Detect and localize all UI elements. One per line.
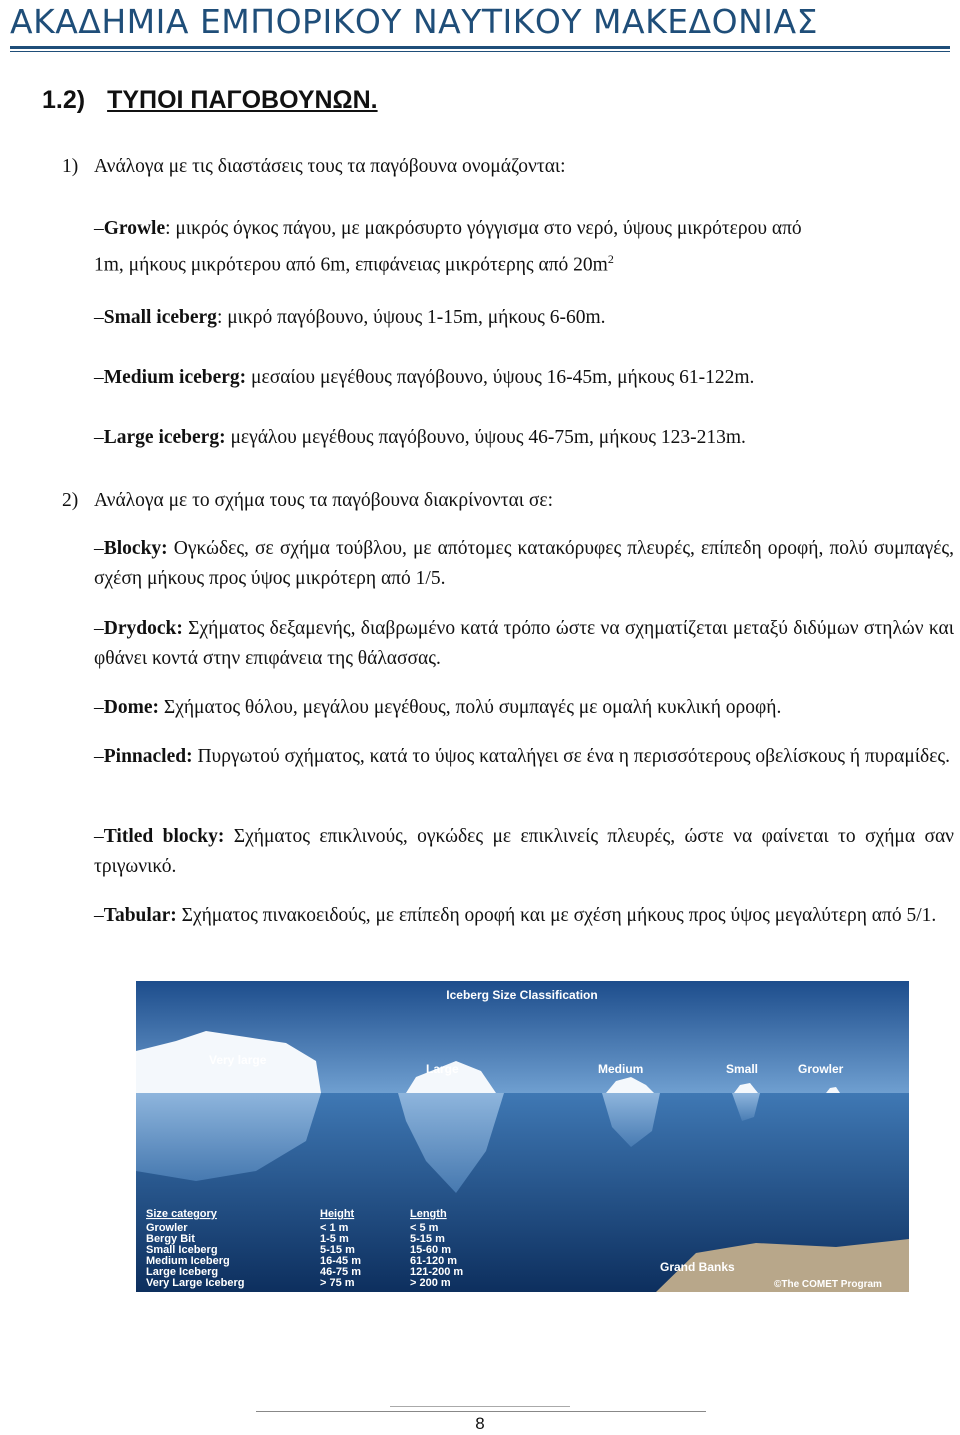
table-cell: > 75 m <box>320 1277 355 1289</box>
label-growler: Growler <box>798 1062 844 1076</box>
table-cell: Small Iceberg <box>146 1244 218 1256</box>
titled-term: Titled blocky: <box>103 826 225 847</box>
medium-text: μεσαίου μεγέθους παγόβουνο, ύψους 16-45m, μήκους 61-122m. <box>246 367 755 388</box>
header-rule-thin <box>10 51 950 52</box>
table-cell: < 1 m <box>320 1222 349 1234</box>
growler-text-1: : μικρός όγκος πάγου, με μακρόσυρτο γόγγισμα στο νερό, ύψους μικρότερου από <box>165 218 802 239</box>
drydock-definition: –Drydock: Σχήματος δεξαμενής, διαβρωμένο κατά τρόπο ώστε να σχηματίζεται μεταξύ διδύμων στηλών και φθάνει κοντά στην επιφάνεια της θάλασσας. <box>94 618 954 669</box>
dome-term: Dome: <box>103 697 159 718</box>
medium-iceberg-definition: –Medium iceberg: μεσαίου μεγέθους παγόβουνο, ύψους 16-45m, μήκους 61-122m. <box>94 367 755 388</box>
tabular-definition: –Tabular: Σχήματος πινακοειδούς, με επίπεδη οροφή και με σχέση μήκους προς ύψος μεγαλύτερη από 5/1. <box>94 905 937 926</box>
blocky-text: Ογκώδες, σε σχήμα τούβλου, με απότομες κατακόρυφες πλευρές, επίπεδη οροφή, πολύ συμπαγές, σχέση μήκους προς ύψος μικρότερη από 1/5. <box>94 538 954 589</box>
dome-definition: –Dome: Σχήματος θόλου, μεγάλου μεγέθους, πολύ συμπαγές με ομαλή κυκλική οροφή. <box>94 697 782 718</box>
small-text: : μικρό παγόβουνο, ύψους 1-15m, μήκους 6-60m. <box>216 307 606 328</box>
growler-definition-cont <box>94 244 954 281</box>
table-cell: 61-120 m <box>410 1255 458 1267</box>
small-iceberg-definition: –Small iceberg: μικρό παγόβουνο, ύψους 1-15m, μήκους 6-60m. <box>94 307 606 328</box>
table-cell: 121-200 m <box>410 1266 464 1278</box>
credit-label: ©The COMET Program <box>774 1279 882 1290</box>
label-large: Large <box>426 1062 459 1076</box>
table-cell: < 5 m <box>410 1222 439 1234</box>
blocky-definition: –Blocky: Ογκώδες, σε σχήμα τούβλου, με απότομες κατακόρυφες πλευρές, επίπεδη οροφή, πολύ συμπαγές, σχέση μήκους προς ύψος μικρότερη από 1/5. <box>94 538 954 589</box>
grand-banks-label: Grand Banks <box>660 1260 735 1274</box>
label-small: Small <box>726 1062 759 1076</box>
table-cell: 46-75 m <box>320 1266 361 1278</box>
table-cell: 5-15 m <box>320 1244 355 1256</box>
institution-title: ΑΚΑΔΗΜΙΑ ΕΜΠΟΡΙΚΟΥ ΝΑΥΤΙΚΟΥ ΜΑΚΕΔΟΝΙΑΣ <box>10 2 818 41</box>
growler-term: Growle <box>103 218 166 239</box>
blocky-term: Blocky: <box>103 538 168 559</box>
growler-text-2: 1m, μήκους μικρότερου από 6m, επιφάνειας μικρότερης από 20m <box>94 254 608 276</box>
dome-text: Σχήματος θόλου, μεγάλου μεγέθους, πολύ συμπαγές με ομαλή κυκλική οροφή. <box>158 697 782 718</box>
table-header-category: Size category <box>146 1208 217 1220</box>
section-heading <box>42 86 378 115</box>
titled-text: Σχήματος επικλινούς, ογκώδες με επικλινείς πλευρές, ώστε να φαίνεται το σχήμα σαν τριγωνικό. <box>94 826 954 877</box>
footer-rule <box>256 1411 706 1412</box>
header-rule <box>10 46 950 49</box>
table-cell: 15-60 m <box>410 1244 451 1256</box>
table-cell: 1-5 m <box>320 1233 349 1245</box>
large-text: μεγάλου μεγέθους παγόβουνο, ύψους 46-75m, μήκους 123-213m. <box>225 427 746 448</box>
table-cell: Growler <box>146 1222 188 1234</box>
growler-definition: –Growle: μικρός όγκος πάγου, με μακρόσυρτο γόγγισμα στο νερό, ύψους μικρότερου από <box>94 218 802 239</box>
table-cell: Bergy Bit <box>146 1233 195 1245</box>
medium-term: Medium iceberg: <box>103 367 247 388</box>
titled-blocky-definition: –Titled blocky: Σχήματος επικλινούς, ογκώδες με επικλινείς πλευρές, ώστε να φαίνεται το σχήμα σαν τριγωνικό. <box>94 826 954 877</box>
table-cell: 5-15 m <box>410 1233 445 1245</box>
label-very-large: Very large <box>209 1053 267 1067</box>
part1-intro: Ανάλογα με τις διαστάσεις τους τα παγόβουνα ονομάζονται: <box>94 156 566 177</box>
figure-title: Iceberg Size Classification <box>446 988 598 1002</box>
list-number-1: 1) <box>62 156 79 177</box>
table-cell: Large Iceberg <box>146 1266 219 1278</box>
page-header <box>10 0 950 44</box>
pinnacled-text: Πυργωτού σχήματος, κατά το ύψος καταλήγει σε ένα η περισσότερους οβελίσκους ή πυραμίδες. <box>192 746 951 767</box>
table-cell: > 200 m <box>410 1277 451 1289</box>
tabular-term: Tabular: <box>103 905 177 926</box>
growler-sup: 2 <box>607 252 614 266</box>
small-term: Small iceberg <box>103 307 217 328</box>
table-header-height: Height <box>320 1208 355 1220</box>
pinnacled-definition: –Pinnacled: Πυργωτού σχήματος, κατά το ύψος καταλήγει σε ένα η περισσότερους οβελίσκους ή πυραμίδες. <box>94 746 951 767</box>
section-number: 1.2) <box>42 86 86 114</box>
table-cell: Medium Iceberg <box>146 1255 230 1267</box>
large-iceberg-definition: –Large iceberg: μεγάλου μεγέθους παγόβουνο, ύψους 46-75m, μήκους 123-213m. <box>94 427 746 448</box>
iceberg-diagram <box>136 981 909 1292</box>
table-header-length: Length <box>410 1208 447 1220</box>
page-number: 8 <box>475 1414 485 1433</box>
drydock-term: Drydock: <box>103 618 183 639</box>
tabular-text: Σχήματος πινακοειδούς, με επίπεδη οροφή και με σχέση μήκους προς ύψος μεγαλύτερη από 5/1. <box>176 905 937 926</box>
footer-rule-short <box>390 1406 570 1407</box>
section-title: ΤΥΠΟΙ ΠΑΓΟΒΟΥΝΩΝ. <box>107 86 378 114</box>
table-cell: 16-45 m <box>320 1255 361 1267</box>
label-medium: Medium <box>598 1062 644 1076</box>
drydock-text: Σχήματος δεξαμενής, διαβρωμένο κατά τρόπο ώστε να σχηματίζεται μεταξύ διδύμων στηλών και φθάνει κοντά στην επιφάνεια της θάλασσας. <box>94 618 954 669</box>
large-term: Large iceberg: <box>103 427 226 448</box>
list-number-2: 2) <box>62 490 79 511</box>
iceberg-classification-figure <box>136 981 909 1292</box>
pinnacled-term: Pinnacled: <box>103 746 193 767</box>
table-cell: Very Large Iceberg <box>146 1277 245 1289</box>
part2-intro: Ανάλογα με το σχήμα τους τα παγόβουνα διακρίνονται σε: <box>94 490 554 511</box>
